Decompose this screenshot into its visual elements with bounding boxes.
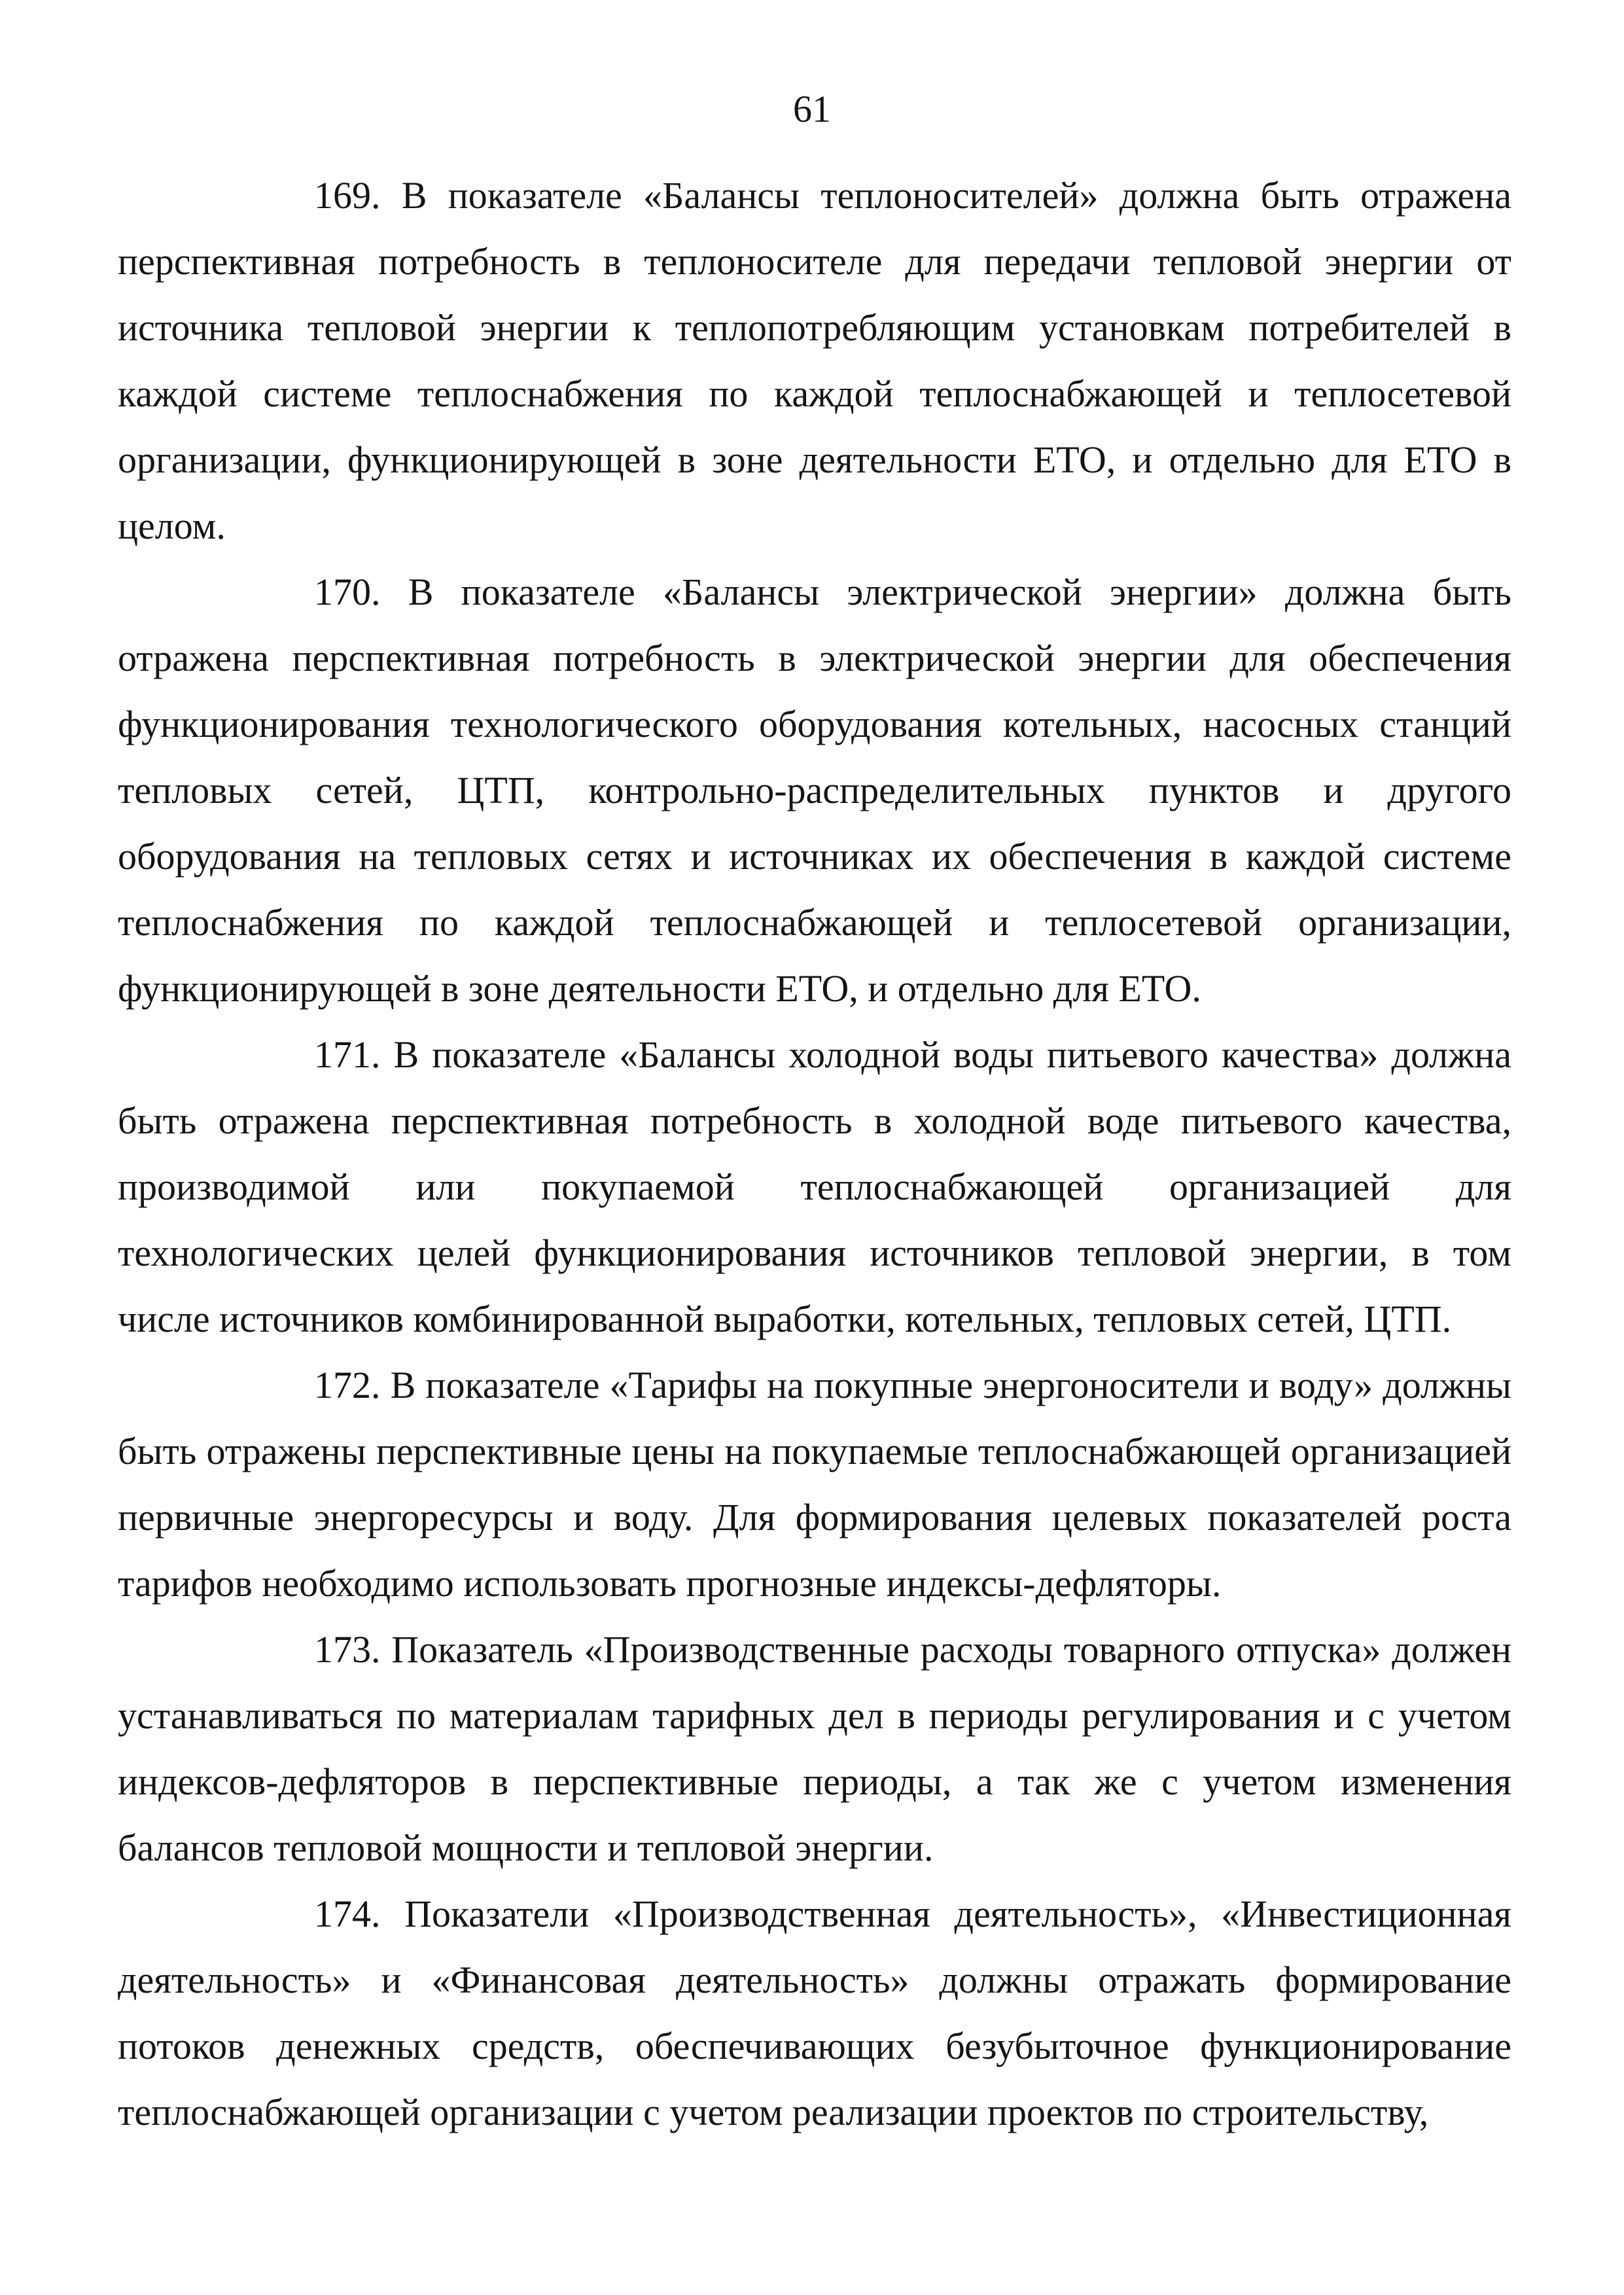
document-body: [118, 162, 1511, 2145]
paragraph-171: 171. В показателе «Балансы холодной воды питьевого качества» должна быть отражена перспективная потребность в холодной воде питьевого качества, производимой или покупаемой теплоснабжающей организацией для технологических целей функционирования источников тепловой энергии, в том числе источников комбинированной выработки, котельных, тепловых сетей, ЦТП.: [118, 1033, 1511, 1340]
paragraph-172: 172. В показателе «Тарифы на покупные энергоносители и воду» должны быть отражены перспективные цены на покупаемые теплоснабжающей организацией первичные энергоресурсы и воду. Для формирования целевых показателей роста тарифов необходимо использовать прогнозные индексы-дефляторы.: [118, 1364, 1511, 1605]
paragraph-174: 174. Показатели «Производственная деятельность», «Инвестиционная деятельность» и «Финансовая деятельность» должны отражать формирование потоков денежных средств, обеспечивающих безубыточное функционирование теплоснабжающей организации с учетом реализации проектов по строительству,: [118, 1893, 1511, 2133]
paragraph-169: 169. В показателе «Балансы теплоносителей» должна быть отражена перспективная потребность в теплоносителе для передачи тепловой энергии от источника тепловой энергии к теплопотребляющим установкам потребителей в каждой системе теплоснабжения по каждой теплоснабжающей и теплосетевой организации, функционирующей в зоне деятельности ЕТО, и отдельно для ЕТО в целом.: [118, 174, 1511, 547]
page-number: 61: [793, 88, 831, 130]
paragraph-170: 170. В показателе «Балансы электрической энергии» должна быть отражена перспективная потребность в электрической энергии для обеспечения функционирования технологического оборудования котельных, насосных станций тепловых сетей, ЦТП, контрольно-распределительных пунктов и другого оборудования на тепловых сетях и источниках их обеспечения в каждой системе теплоснабжения по каждой теплоснабжающей и теплосетевой организации, функционирующей в зоне деятельности ЕТО, и отдельно для ЕТО.: [118, 571, 1511, 1010]
paragraph-173: 173. Показатель «Производственные расходы товарного отпуска» должен устанавливаться по материалам тарифных дел в периоды регулирования и с учетом индексов-дефляторов в перспективные периоды, а так же с учетом изменения балансов тепловой мощности и тепловой энергии.: [118, 1628, 1511, 1869]
